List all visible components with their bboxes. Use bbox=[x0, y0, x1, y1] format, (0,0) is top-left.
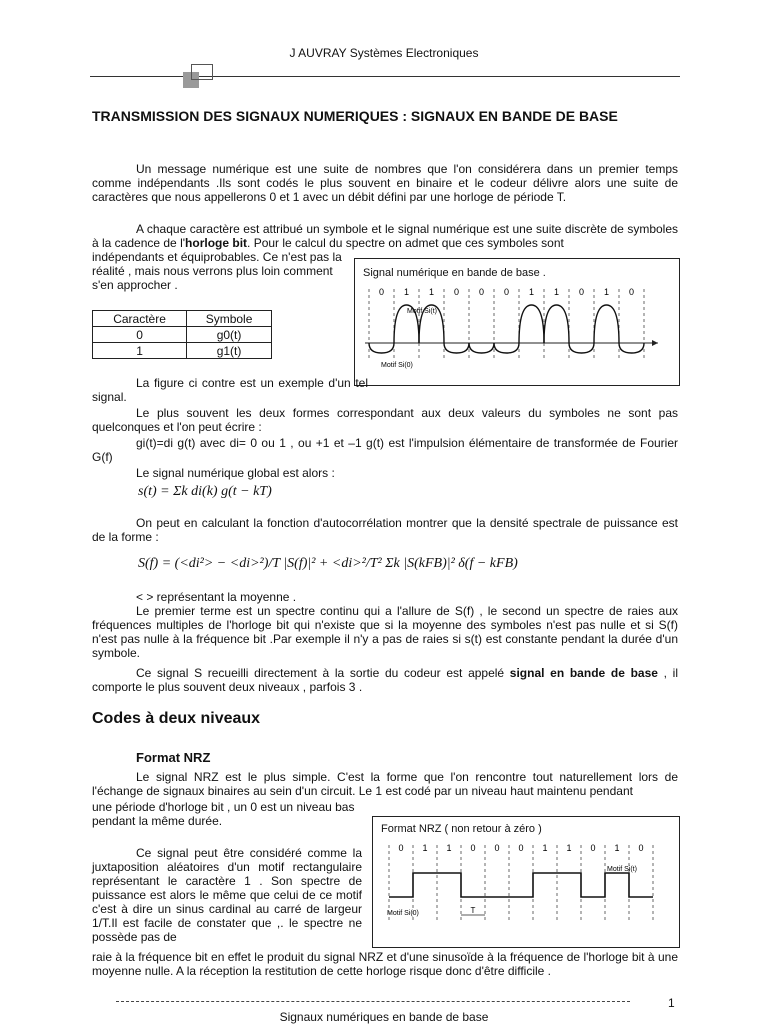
intro-paragraph-1 bbox=[92, 162, 678, 204]
body-text-6: Le signal numérique global est alors : bbox=[136, 466, 335, 480]
table-cell: g1(t) bbox=[187, 343, 272, 359]
pulse-positive bbox=[519, 305, 544, 343]
bit-label: 1 bbox=[566, 843, 572, 853]
header-rule bbox=[90, 76, 680, 77]
intro-text-2a: A chaque caractère est attribué un symbole et le signal numérique est une suite discrète de symboles à la cadence de l' bbox=[92, 222, 678, 250]
equation-spectral-density: S(f) = (<di²> − <di>²)/T |S(f)|² + <di>²/T² Σk |S(kFB)|² δ(f − kFB) bbox=[138, 556, 518, 571]
body-paragraph-8 bbox=[92, 590, 678, 604]
motif-positive-label: Motif Si(t) bbox=[607, 866, 637, 873]
pulse-negative bbox=[494, 343, 519, 353]
bit-label: 1 bbox=[603, 287, 610, 297]
bit-label: 0 bbox=[470, 843, 476, 853]
subsection-title: Format NRZ bbox=[136, 750, 211, 765]
body-paragraph-6 bbox=[92, 466, 678, 480]
intro-text-1: Un message numérique est une suite de nombres que l'on considérera dans un premier temps comme indépendants .Ils sont codés le plus souvent en binaire et le codeur délivre alors une suite de caractères que nous appellerons 0 et 1 avec un débit défini par une horloge de période T. bbox=[92, 162, 678, 204]
pulse-positive bbox=[544, 305, 569, 343]
section-title: Codes à deux niveaux bbox=[92, 710, 261, 727]
bit-label: 1 bbox=[446, 843, 452, 853]
pulse-negative bbox=[469, 343, 494, 353]
page-number: 1 bbox=[668, 996, 675, 1010]
table-header-row bbox=[93, 311, 272, 327]
body-text-4: Le plus souvent les deux formes correspondant aux deux valeurs du symboles ne sont pas quelconques et l'on peut écrire : bbox=[92, 406, 678, 434]
bit-label: 0 bbox=[578, 287, 585, 297]
body-text-10b: , il comporte le plus souvent deux niveaux , parfois 3 . bbox=[92, 666, 678, 694]
body-paragraph-3 bbox=[92, 376, 368, 404]
equation-signal-sum: s(t) = Σk di(k) g(t − kT) bbox=[138, 484, 272, 499]
table-row bbox=[93, 327, 272, 343]
table-header-cell: Caractère bbox=[93, 311, 187, 327]
body-text-8: < > représentant la moyenne . bbox=[136, 590, 297, 604]
header-author: J AUVRAY Systèmes Electroniques bbox=[289, 46, 479, 60]
nrz-waveform bbox=[389, 873, 653, 897]
bit-label: 1 bbox=[528, 287, 535, 297]
bit-label: 0 bbox=[378, 287, 385, 297]
body-text-10a: Ce signal S recueilli directement à la sortie du codeur est appelé bbox=[136, 666, 510, 680]
body-paragraph-7 bbox=[92, 516, 678, 544]
bit-label: 1 bbox=[542, 843, 548, 853]
bit-label: 1 bbox=[403, 287, 410, 297]
bit-label: 0 bbox=[494, 843, 500, 853]
bit-label: 0 bbox=[503, 287, 510, 297]
bit-label: 0 bbox=[590, 843, 596, 853]
period-label: T bbox=[470, 906, 476, 915]
pulse-negative bbox=[569, 343, 594, 353]
horloge-bit-term: horloge bit bbox=[185, 236, 248, 250]
bit-label: 0 bbox=[453, 287, 460, 297]
footer-dashed-rule bbox=[116, 1001, 630, 1002]
body-text-5: gi(t)=di g(t) avec di= 0 ou 1 , ou +1 et –1 g(t) est l'impulsion élémentaire de transformée de Fourier G(f) bbox=[92, 436, 678, 464]
nrz-text-1: Le signal NRZ est le plus simple. C'est la forme que l'on rencontre tout naturellement lors de l'échange de signaux binaires au sein d'un circuit. Le 1 est codé par un niveau haut maintenu pendant bbox=[92, 770, 678, 798]
motif-negative-label: Motif Si(0) bbox=[381, 362, 413, 369]
body-paragraph-4 bbox=[92, 406, 678, 434]
intro-text-2b: . Pour le calcul du spectre on admet que ces symboles sont bbox=[247, 236, 564, 250]
nrz-text-1b: une période d'horloge bit , un 0 est un niveau bas pendant la même durée. bbox=[92, 800, 355, 828]
nrz-text-2: Ce signal peut être considéré comme la juxtaposition aléatoires d'un motif rectangulaire représentant le caractère 1 . Son spectre de puissance est alors le même que celui de ce motif c'est à dire un sinus cardinal au carré de largeur 1/T.Il est facile de constater que ,. le spectre ne possède pas de bbox=[92, 846, 362, 944]
body-paragraph-9 bbox=[92, 604, 678, 660]
bit-label: 1 bbox=[428, 287, 435, 297]
bit-label: 0 bbox=[518, 843, 524, 853]
table-cell: g0(t) bbox=[187, 327, 272, 343]
pulse-positive bbox=[594, 305, 619, 343]
body-paragraph-10 bbox=[92, 666, 678, 694]
header-accent-outline bbox=[191, 64, 213, 80]
nrz-text-3: raie à la fréquence bit en effet le produit du signal NRZ et d'une sinusoïde à la fréquence de l'horloge bit à une moyenne nulle. A la réception la restitution de cette horloge risque donc d'être difficile . bbox=[92, 950, 678, 978]
bit-label: 1 bbox=[553, 287, 560, 297]
pulse-negative bbox=[444, 343, 469, 353]
figure-2-plot bbox=[373, 817, 679, 947]
motif-positive-label: Motif Si(t) bbox=[407, 308, 437, 315]
table-header-cell: Symbole bbox=[187, 311, 272, 327]
table-cell: 0 bbox=[93, 327, 187, 343]
nrz-paragraph-1 bbox=[92, 770, 678, 798]
body-text-9: Le premier terme est un spectre continu qui a l'allure de S(f) , le second un spectre de raies aux fréquences multiples de l'horloge bit qui n'existe que si la moyenne des symboles n'est pas nulle et si S(f) n'est pas nulle à la fréquence bit .Par exemple il n'y a pas de raies si s(t) est constante pendant la durée d'un symbole. bbox=[92, 604, 678, 660]
intro-text-2c: indépendants et équiprobables. Ce n'est pas la réalité , mais nous verrons plus loin comment s'en approcher . bbox=[92, 250, 342, 292]
figure-1-title: Signal numérique en bande de base . bbox=[363, 267, 546, 279]
nrz-paragraph-2 bbox=[92, 846, 362, 944]
nrz-paragraph-1b bbox=[92, 800, 362, 828]
time-axis-arrow bbox=[652, 340, 658, 346]
figure-baseband-signal bbox=[354, 258, 680, 386]
motif-negative-label: Motif Si(0) bbox=[387, 910, 419, 917]
baseband-term: signal en bande de base bbox=[509, 666, 658, 680]
footer-caption: Signaux numériques en bande de base bbox=[279, 1010, 489, 1024]
body-text-7: On peut en calculant la fonction d'autocorrélation montrer que la densité spectrale de puissance est de la forme : bbox=[92, 516, 678, 544]
figure-2-title: Format NRZ ( non retour à zéro ) bbox=[381, 823, 542, 835]
intro-paragraph-2c bbox=[92, 250, 342, 292]
figure-nrz-format bbox=[372, 816, 680, 948]
pulse-negative bbox=[619, 343, 644, 353]
intro-paragraph-2 bbox=[92, 222, 678, 250]
table-row bbox=[93, 343, 272, 359]
bit-label: 1 bbox=[614, 843, 620, 853]
character-symbol-table bbox=[92, 310, 272, 359]
bit-label: 0 bbox=[478, 287, 485, 297]
figure-1-plot bbox=[355, 259, 679, 385]
body-paragraph-5 bbox=[92, 436, 678, 464]
table-cell: 1 bbox=[93, 343, 187, 359]
bit-label: 1 bbox=[422, 843, 428, 853]
pulse-negative bbox=[369, 343, 394, 353]
bit-label: 0 bbox=[628, 287, 635, 297]
bit-label: 0 bbox=[638, 843, 644, 853]
bit-label: 0 bbox=[398, 843, 404, 853]
page-title: TRANSMISSION DES SIGNAUX NUMERIQUES : SIGNAUX EN BANDE DE BASE bbox=[92, 108, 618, 124]
body-text-3: La figure ci contre est un exemple d'un tel signal. bbox=[92, 376, 368, 404]
nrz-paragraph-3 bbox=[92, 950, 678, 978]
